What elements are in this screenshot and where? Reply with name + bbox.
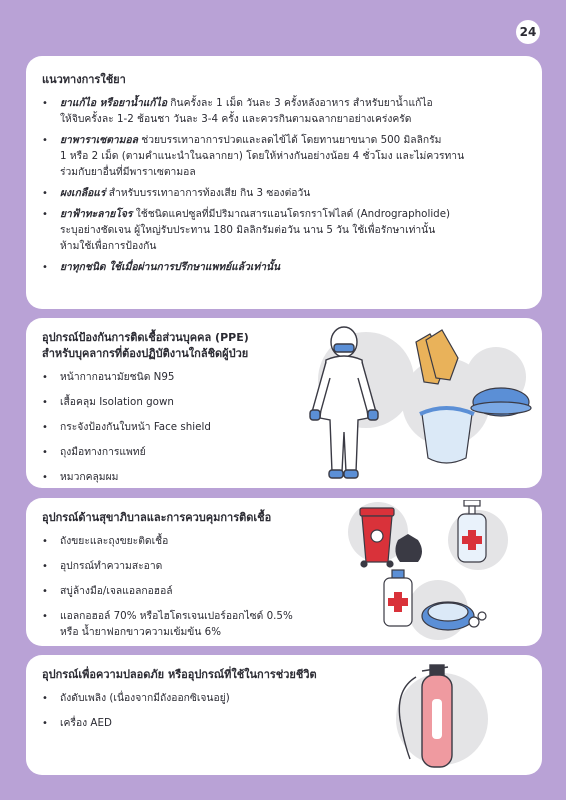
- list-item: • เสื้อคลุม Isolation gown: [42, 395, 526, 411]
- list-item-line: แอลกอฮอล์ 70% หรือไฮโดรเจนเปอร์ออกไซด์ 0.5%: [60, 609, 293, 622]
- drug-name: ยาพาราเซตามอล: [60, 133, 138, 146]
- list-item: [42, 133, 526, 181]
- ppe-heading-line2: สำหรับบุคลากรที่ต้องปฏิบัติงานใกล้ชิดผู้ป่วย: [42, 346, 249, 360]
- drug-text-line: ใช้ชนิดแคปซูลที่มีปริมาณสารแอนโดรกราโฟไลด์ (Andrographolide): [135, 207, 451, 220]
- infectious-waste-bin-icon: [360, 508, 394, 567]
- list-item: [42, 186, 526, 202]
- medication-guidelines-list: [42, 96, 526, 276]
- drug-text-line: ให้จิบครั้งละ 1-2 ช้อนชา วันละ 3-4 ครั้ง และควรกินตามฉลากยาอย่างเคร่งครัด: [60, 112, 412, 125]
- list-item: [42, 96, 526, 128]
- drug-text-line: ระบุอย่างชัดเจน ผู้ใหญ่รับประทาน 180 มิลลิกรัมต่อวัน นาน 5 วัน ใช้เพื่อรักษาเท่านั้น: [60, 223, 436, 236]
- list-item: • ถังดับเพลิง (เนื่องจากมีถังออกซิเจนอยู่): [42, 691, 526, 707]
- drug-text-line: กินครั้งละ 1 เม็ด วันละ 3 ครั้งหลังอาหาร สำหรับยาน้ำแก้ไอ: [170, 96, 433, 109]
- alcohol-bottle-icon: [384, 570, 412, 626]
- drug-text-line: 1 หรือ 2 เม็ด (ตามคำแนะนำในฉลากยา) โดยให้ห่างกันอย่างน้อย 4 ชั่วโมง และไม่ควรทาน: [60, 149, 465, 162]
- medication-guidelines-card: [26, 56, 542, 309]
- list-item: • กระจังป้องกันใบหน้า Face shield: [42, 420, 526, 436]
- page-number: 24: [516, 20, 540, 44]
- drug-text-line: สำหรับบรรเทาอาการท้องเสีย กิน 3 ซองต่อวัน: [108, 186, 311, 199]
- ppe-card: [26, 318, 542, 488]
- medication-guidelines-heading: แนวทางการใช้ยา: [42, 73, 126, 86]
- drug-name: ยาฟ้าทะลายโจร: [60, 207, 133, 220]
- drug-text-line: ช่วยบรรเทาอาการปวดและลดไข้ได้ โดยทานยาขนาด 500 มิลลิกรัม: [141, 133, 442, 146]
- list-item: • สบู่ล้างมือ/เจลแอลกอฮอล์: [42, 584, 526, 600]
- sanitation-illustration: [338, 500, 538, 642]
- safety-card: [26, 655, 542, 775]
- list-item: • หน้ากากอนามัยชนิด N95: [42, 370, 526, 386]
- drug-name: ยาแก้ไอ หรือยาน้ำแก้ไอ: [60, 96, 168, 109]
- list-item: [42, 207, 526, 255]
- gloves-icon: [416, 330, 458, 384]
- list-item: [42, 260, 526, 276]
- list-item: • ถังขยะและถุงขยะติดเชื้อ: [42, 534, 526, 550]
- ppe-illustration: [296, 322, 536, 482]
- sanitation-card: [26, 498, 542, 646]
- safety-illustration: [386, 659, 516, 771]
- face-shield-icon: [420, 408, 474, 463]
- list-item-line: หรือ น้ำยาฟอกขาวความเข้มข้น 6%: [60, 625, 221, 638]
- drug-text-line: ร่วมกับยาอื่นที่มีพาราเซตามอล: [60, 165, 196, 178]
- drug-name: ผงเกลือแร่: [60, 186, 106, 199]
- soap-icon: [422, 602, 486, 630]
- drug-note: ยาทุกชนิด ใช้เมื่อผ่านการปรึกษาแพทย์แล้วเท่านั้น: [60, 260, 281, 273]
- drug-text-line: ห้ามใช้เพื่อการป้องกัน: [60, 239, 157, 252]
- hair-cap-icon: [471, 388, 531, 416]
- list-item: • เครื่อง AED: [42, 716, 526, 732]
- sanitation-heading: อุปกรณ์ด้านสุขาภิบาลและการควบคุมการติดเชื้อ: [42, 511, 272, 524]
- list-item: • หมวกคลุมผม: [42, 470, 526, 486]
- hand-gel-pump-icon: [458, 500, 486, 562]
- ppe-heading-line1: อุปกรณ์ป้องกันการติดเชื้อส่วนบุคคล (PPE): [42, 331, 249, 344]
- safety-heading: อุปกรณ์เพื่อความปลอดภัย หรืออุปกรณ์ที่ใช้ในการช่วยชีวิต: [42, 668, 317, 681]
- list-item: • อุปกรณ์ทำความสะอาด: [42, 559, 526, 575]
- list-item: • ถุงมือทางการแพทย์: [42, 445, 526, 461]
